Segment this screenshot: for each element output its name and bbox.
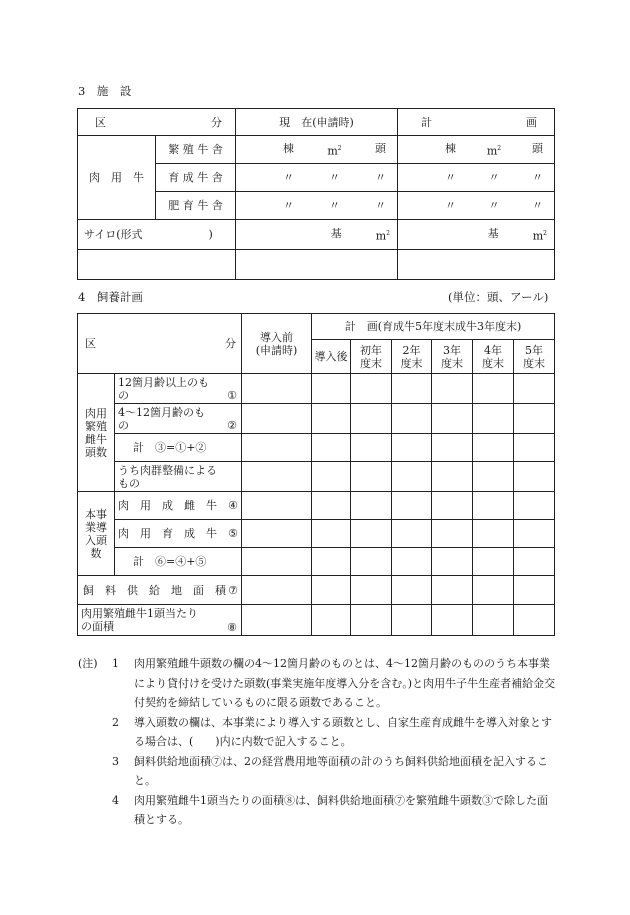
note-text: 肉用繁殖雌牛頭数の欄の4～12箇月齢のものとは、4～12箇月齢のもののうち本事業により貸付けを受けた頭数(事業実施年度導入分を含む。)と肉用牛子牛生産者補給金交付契約を締結しているものに限る頭数であること。 (134, 657, 556, 709)
data-cell (312, 520, 351, 548)
header-plan (398, 109, 555, 136)
header-ku: 区 (95, 115, 106, 129)
row-name: 繁 殖 牛 舎 (156, 136, 236, 164)
header-year-4: 4年 度末 (473, 340, 514, 374)
data-cell (473, 492, 514, 520)
row-text: 12箇月齢以上のも の (118, 375, 209, 402)
note-number: 2 (112, 715, 119, 729)
row-mark: ⑤ (228, 527, 238, 540)
data-cell (312, 404, 351, 434)
section-4-title: 4 飼養計画 (78, 290, 143, 304)
facilities-table (77, 108, 555, 280)
data-cell (514, 374, 555, 404)
section-3-title: 3 施 設 (78, 84, 132, 98)
data-cell (351, 374, 392, 404)
unit-area: $m^2$ (486, 144, 502, 158)
data-cell (312, 548, 351, 576)
data-cell (432, 520, 473, 548)
data-cell (242, 462, 312, 492)
row-text: 肉用繁殖雌牛1頭当たり の面積 (81, 607, 198, 633)
ditto-mark: 〃 (329, 171, 340, 184)
data-cell (392, 576, 432, 605)
row-label-per-head-area (78, 605, 242, 636)
data-cell (351, 404, 392, 434)
data-cell (514, 434, 555, 462)
data-cell (392, 548, 432, 576)
data-cell (432, 404, 473, 434)
data-cell (432, 492, 473, 520)
data-cell (312, 576, 351, 605)
data-cell (473, 548, 514, 576)
data-cell (312, 374, 351, 404)
row-name: 育 成 牛 舎 (156, 164, 236, 192)
silo-label: サイロ(形式 ) (78, 220, 236, 250)
row-label: うち肉群整備による もの (115, 462, 242, 492)
note-text: 導入頭数の欄は、本事業により導入する頭数とし、自家生産育成雌牛を導入対象とする場合は、( )内に内数で記入すること。 (134, 715, 552, 748)
unit-building: 棟 (445, 141, 456, 155)
group-beef-cattle: 肉 用 牛 (78, 136, 156, 220)
data-cell (351, 605, 392, 636)
data-cell (473, 605, 514, 636)
silo-plan (398, 220, 555, 250)
row-text: 肉 用 育 成 牛 (118, 527, 217, 540)
note-number: 3 (112, 754, 119, 768)
row-mark: ① (227, 389, 237, 402)
ditto-mark: 〃 (488, 171, 500, 184)
ditto-mark: 〃 (375, 199, 386, 212)
note-1 (78, 654, 558, 713)
data-cell (473, 576, 514, 605)
unit-silo: 基 (487, 226, 499, 240)
data-cell (514, 462, 555, 492)
data-cell (514, 404, 555, 434)
header-year-2: 2年 度末 (392, 340, 432, 374)
data-cell (514, 605, 555, 636)
group-introduced-heads: 本事 業導 入頭 数 (78, 492, 115, 576)
unit-head: 頭 (374, 141, 386, 155)
data-cell (432, 434, 473, 462)
data-cell (312, 492, 351, 520)
blank-cell (398, 250, 555, 280)
note-text: 飼料供給地面積⑦は、2の経営農用地等面積の計のうち飼料供給地面積を記入すること。 (134, 754, 548, 787)
blank-cell (236, 250, 398, 280)
data-cell (392, 434, 432, 462)
plan-values (398, 136, 555, 164)
row-mark: ④ (228, 499, 238, 512)
ditto-mark: 〃 (532, 171, 543, 184)
header-kaku: 画 (526, 115, 537, 129)
unit-note: (単位：頭、アール) (448, 290, 549, 304)
blank-cell (78, 250, 236, 280)
header-bun: 分 (211, 115, 222, 129)
header-ku: 区 (85, 337, 96, 350)
row-mark: ② (227, 419, 237, 432)
group-breeding-heifers: 肉用 繁殖 雌牛 頭数 (78, 374, 115, 492)
data-cell (351, 576, 392, 605)
unit-head: 頭 (531, 141, 543, 155)
ditto-mark: 〃 (445, 171, 456, 184)
data-cell (432, 576, 473, 605)
header-year-5: 5年 度末 (514, 340, 555, 374)
ditto-mark: 〃 (445, 199, 456, 212)
row-label (115, 520, 242, 548)
row-text: 4～12箇月齢のも の (118, 405, 205, 432)
header-year-3: 3年 度末 (432, 340, 473, 374)
data-cell (392, 520, 432, 548)
note-4 (78, 791, 558, 830)
note-3 (78, 752, 558, 791)
data-cell (392, 492, 432, 520)
row-mark: ⑦ (228, 583, 238, 597)
header-plan: 計 画(育成牛5年度末成牛3年度末) (312, 314, 555, 340)
header-after: 導入後 (312, 340, 351, 374)
notes-block (78, 654, 558, 830)
data-cell (432, 605, 473, 636)
data-cell (351, 492, 392, 520)
header-kubun (78, 314, 242, 374)
data-cell (392, 605, 432, 636)
note-number: 4 (112, 793, 119, 807)
row-label-feed-area (78, 576, 242, 605)
unit-area: $m^2$ (327, 144, 342, 158)
unit-building: 棟 (283, 141, 294, 155)
ditto-mark: 〃 (375, 171, 386, 184)
row-mark: ⑧ (227, 621, 237, 634)
current-values (236, 136, 398, 164)
data-cell (242, 434, 312, 462)
data-cell (514, 520, 555, 548)
silo-current (236, 220, 398, 250)
data-cell (351, 434, 392, 462)
data-cell (432, 548, 473, 576)
row-text: 肉 用 成 雌 牛 (118, 499, 217, 512)
note-number: 1 (112, 657, 119, 670)
data-cell (432, 462, 473, 492)
header-year-1: 初年 度末 (351, 340, 392, 374)
ditto-mark: 〃 (329, 199, 340, 212)
data-cell (473, 434, 514, 462)
unit-area: $m^2$ (532, 229, 547, 243)
header-current: 現 在(申請時) (236, 109, 398, 136)
ditto-mark: 〃 (283, 199, 294, 212)
current-values (236, 192, 398, 220)
header-kubun (78, 109, 236, 136)
data-cell (473, 520, 514, 548)
unit-silo: 基 (330, 226, 342, 240)
header-kei: 計 (421, 115, 432, 129)
data-cell (392, 374, 432, 404)
note-text: 肉用繁殖雌牛1頭当たりの面積⑧は、飼料供給地面積⑦を繁殖雌牛頭数③で除した面積とする。 (134, 793, 548, 826)
data-cell (514, 548, 555, 576)
data-cell (242, 576, 312, 605)
data-cell (351, 548, 392, 576)
data-cell (432, 374, 473, 404)
data-cell (312, 605, 351, 636)
data-cell (392, 404, 432, 434)
row-text: 飼 料 供 給 地 面 積 (83, 583, 226, 597)
note-2 (78, 713, 558, 752)
row-label (115, 492, 242, 520)
data-cell (312, 462, 351, 492)
data-cell (473, 374, 514, 404)
data-cell (242, 520, 312, 548)
row-label: 計 ③=①+② (115, 434, 242, 462)
ditto-mark: 〃 (532, 199, 543, 212)
data-cell (514, 492, 555, 520)
data-cell (312, 434, 351, 462)
data-cell (242, 492, 312, 520)
notes-label: (注) (78, 657, 98, 670)
data-cell (351, 520, 392, 548)
breeding-plan-table (77, 313, 555, 636)
ditto-mark: 〃 (488, 199, 500, 212)
data-cell (351, 462, 392, 492)
data-cell (514, 576, 555, 605)
data-cell (242, 374, 312, 404)
ditto-mark: 〃 (283, 171, 294, 184)
row-label (115, 404, 242, 434)
unit-area: $m^2$ (375, 229, 390, 243)
data-cell (242, 548, 312, 576)
header-before: 導入前 (申請時) (242, 314, 312, 374)
plan-values (398, 164, 555, 192)
data-cell (242, 404, 312, 434)
current-values (236, 164, 398, 192)
data-cell (473, 462, 514, 492)
row-name: 肥 育 牛 舎 (156, 192, 236, 220)
data-cell (242, 605, 312, 636)
row-label (115, 374, 242, 404)
header-bun: 分 (225, 337, 236, 350)
row-label: 計 ⑥=④+⑤ (115, 548, 242, 576)
data-cell (392, 462, 432, 492)
plan-values (398, 192, 555, 220)
data-cell (473, 404, 514, 434)
